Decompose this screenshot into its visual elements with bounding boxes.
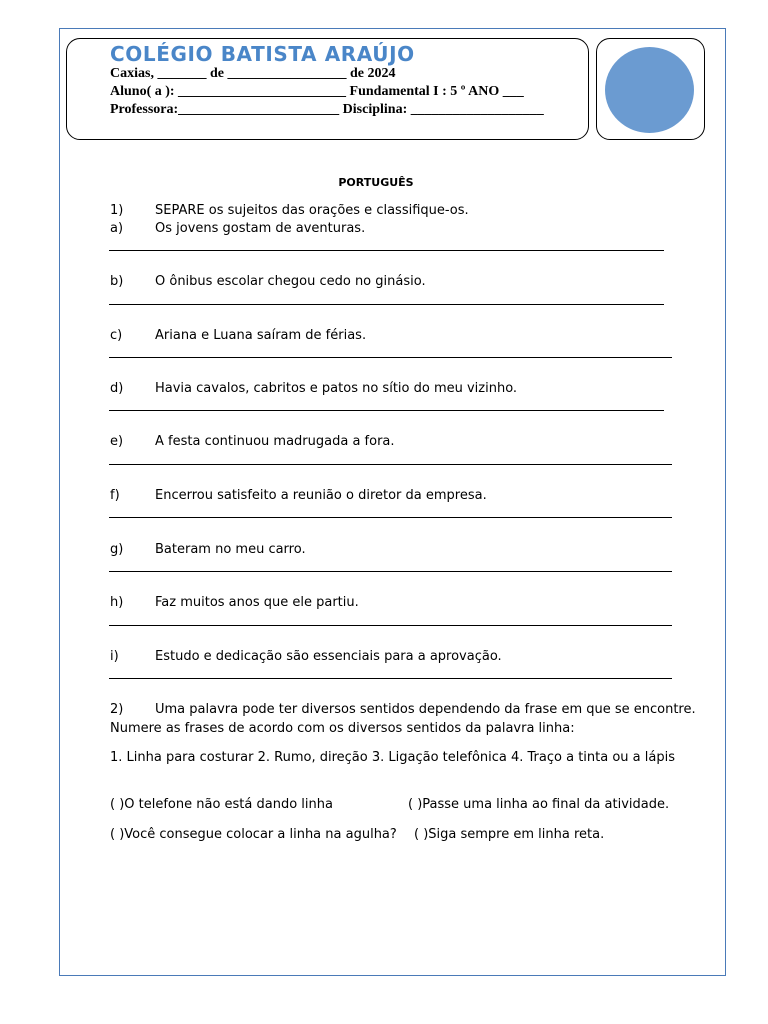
item-h-letter: h) bbox=[110, 595, 124, 610]
answer-line-i[interactable] bbox=[109, 678, 672, 679]
item-h-text: Faz muitos anos que ele partiu. bbox=[155, 595, 359, 610]
header-student-line: Aluno( a ): ________________________ Fundamental I : 5 º ANO ___ bbox=[110, 84, 524, 99]
school-name: COLÉGIO BATISTA ARAÚJO bbox=[110, 42, 415, 66]
item-a-letter: a) bbox=[110, 221, 124, 236]
school-logo-box bbox=[596, 38, 705, 140]
item-i-text: Estudo e dedicação são essenciais para a aprovação. bbox=[155, 649, 502, 664]
item-e-text: A festa continuou madrugada a fora. bbox=[155, 434, 395, 449]
question-1-instruction: SEPARE os sujeitos das orações e classifique-os. bbox=[155, 203, 469, 218]
item-f-text: Encerrou satisfeito a reunião o diretor da empresa. bbox=[155, 488, 487, 503]
sentence-2[interactable]: ( )Passe uma linha ao final da atividade. bbox=[408, 797, 670, 812]
answer-line-b[interactable] bbox=[109, 304, 664, 305]
answer-line-h[interactable] bbox=[109, 625, 672, 626]
item-i-letter: i) bbox=[110, 649, 119, 664]
item-b-text: O ônibus escolar chegou cedo no ginásio. bbox=[155, 274, 426, 289]
question-1-number: 1) bbox=[110, 203, 124, 218]
answer-line-d[interactable] bbox=[109, 410, 664, 411]
item-g-text: Bateram no meu carro. bbox=[155, 542, 306, 557]
answer-line-e[interactable] bbox=[109, 464, 672, 465]
school-logo bbox=[605, 47, 694, 133]
item-d-letter: d) bbox=[110, 381, 124, 396]
question-2-text-line-2: Numere as frases de acordo com os diversos sentidos da palavra linha: bbox=[110, 721, 575, 736]
item-g-letter: g) bbox=[110, 542, 124, 557]
answer-line-a[interactable] bbox=[109, 250, 664, 251]
header-teacher-line: Professora:_______________________ Disciplina: ___________________ bbox=[110, 102, 544, 117]
sentence-3[interactable]: ( )Você consegue colocar a linha na agulha? bbox=[110, 827, 397, 842]
answer-line-f[interactable] bbox=[109, 517, 672, 518]
item-a-text: Os jovens gostam de aventuras. bbox=[155, 221, 366, 236]
header-date-line: Caxias, _______ de _________________ de 2024 bbox=[110, 66, 396, 81]
question-2-number: 2) bbox=[110, 702, 124, 717]
question-2-options: 1. Linha para costurar 2. Rumo, direção 3. Ligação telefônica 4. Traço a tinta ou a lápis bbox=[110, 750, 675, 765]
item-c-text: Ariana e Luana saíram de férias. bbox=[155, 328, 367, 343]
subject-title: PORTUGUÊS bbox=[338, 176, 414, 189]
item-e-letter: e) bbox=[110, 434, 124, 449]
item-f-letter: f) bbox=[110, 488, 120, 503]
item-c-letter: c) bbox=[110, 328, 123, 343]
item-d-text: Havia cavalos, cabritos e patos no sítio do meu vizinho. bbox=[155, 381, 518, 396]
answer-line-g[interactable] bbox=[109, 571, 672, 572]
answer-line-c[interactable] bbox=[109, 357, 672, 358]
sentence-1[interactable]: ( )O telefone não está dando linha bbox=[110, 797, 333, 812]
sentence-4[interactable]: ( )Siga sempre em linha reta. bbox=[414, 827, 605, 842]
item-b-letter: b) bbox=[110, 274, 124, 289]
question-2-text-line-1: Uma palavra pode ter diversos sentidos dependendo da frase em que se encontre. bbox=[155, 702, 696, 717]
